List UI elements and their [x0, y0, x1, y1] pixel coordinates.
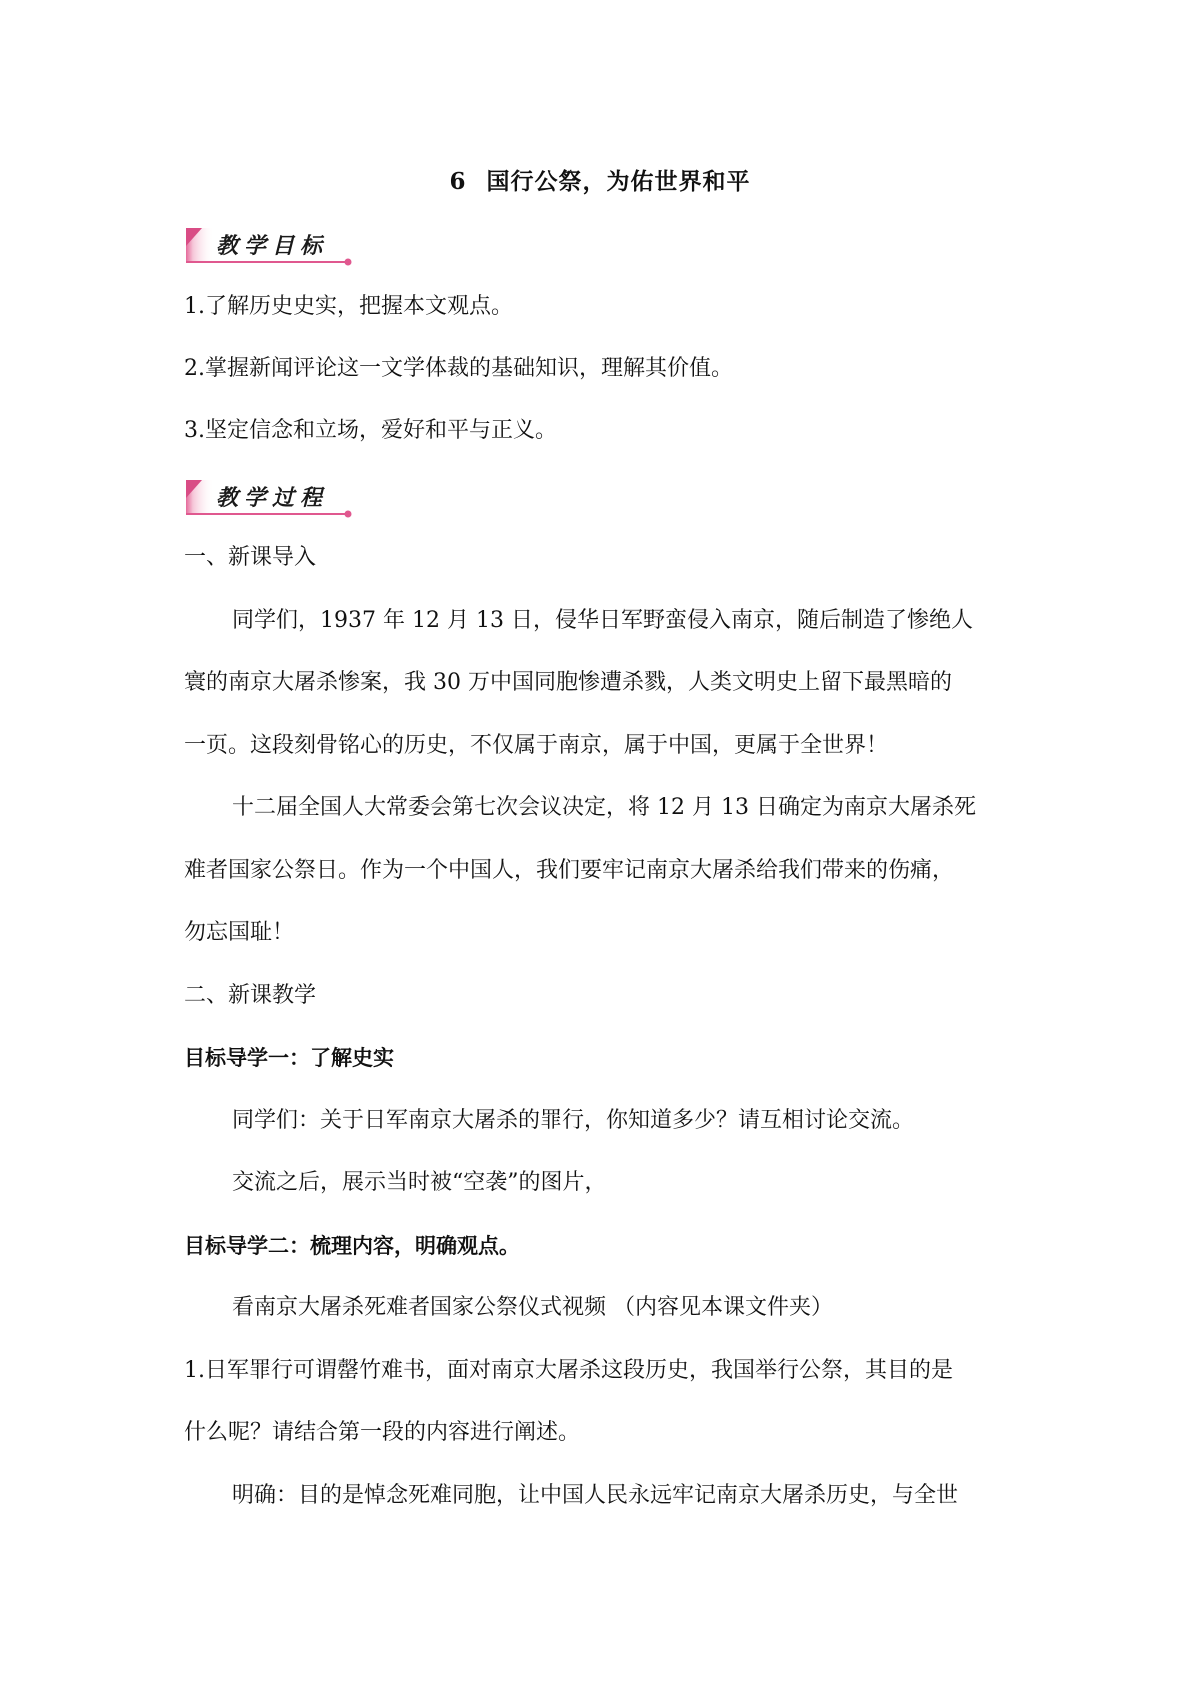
goal-item-1: 1.了解历史史实，把握本文观点。	[184, 294, 513, 319]
answer1-line1: 明确：目的是悼念死难同胞，让中国人民永远牢记南京大屠杀历史，与全世	[232, 1483, 959, 1508]
goal-item-2: 2.掌握新闻评论这一文学体裁的基础知识，理解其价值。	[184, 356, 733, 381]
process-heading: 教学过程	[216, 485, 329, 511]
title-text: 国行公祭，为佑世界和平	[486, 168, 751, 195]
part1-para2-line2: 难者国家公祭日。作为一个中国人，我们要牢记南京大屠杀给我们带来的伤痛，	[184, 858, 955, 883]
question1-line1: 1.日军罪行可谓罄竹难书，面对南京大屠杀这段历史，我国举行公祭，其目的是	[184, 1358, 953, 1383]
target1-para2: 交流之后，展示当时被“空袭”的图片，	[232, 1170, 607, 1195]
part1-para2-line3: 勿忘国耻！	[184, 920, 295, 945]
page-title	[0, 163, 1200, 196]
target2-heading: 目标导学二：梳理内容，明确观点。	[184, 1234, 520, 1258]
part2-heading: 二、新课教学	[184, 983, 317, 1008]
section-heading-process	[184, 478, 354, 518]
section-heading-goals	[184, 226, 354, 266]
part1-para2-line1: 十二届全国人大常委会第七次会议决定，将 12 月 13 日确定为南京大屠杀死	[232, 795, 976, 820]
part1-para1-line3: 一页。这段刻骨铭心的历史，不仅属于南京，属于中国，更属于全世界！	[184, 733, 889, 758]
question1-line2: 什么呢？请结合第一段的内容进行阐述。	[184, 1420, 581, 1445]
goals-heading: 教学目标	[216, 233, 329, 259]
target1-heading: 目标导学一：了解史实	[184, 1046, 394, 1070]
part1-para1-line1: 同学们，1937 年 12 月 13 日，侵华日军野蛮侵入南京，随后制造了惨绝人	[232, 608, 973, 633]
part1-para1-line2: 寰的南京大屠杀惨案，我 30 万中国同胞惨遭杀戮，人类文明史上留下最黑暗的	[184, 670, 952, 695]
goal-item-3: 3.坚定信念和立场，爱好和平与正义。	[184, 418, 557, 443]
title-number: 6	[449, 168, 467, 195]
part1-heading: 一、新课导入	[184, 545, 317, 570]
target1-para1: 同学们：关于日军南京大屠杀的罪行，你知道多少？请互相讨论交流。	[232, 1108, 915, 1133]
target2-para1: 看南京大屠杀死难者国家公祭仪式视频 （内容见本课文件夹）	[232, 1295, 833, 1320]
